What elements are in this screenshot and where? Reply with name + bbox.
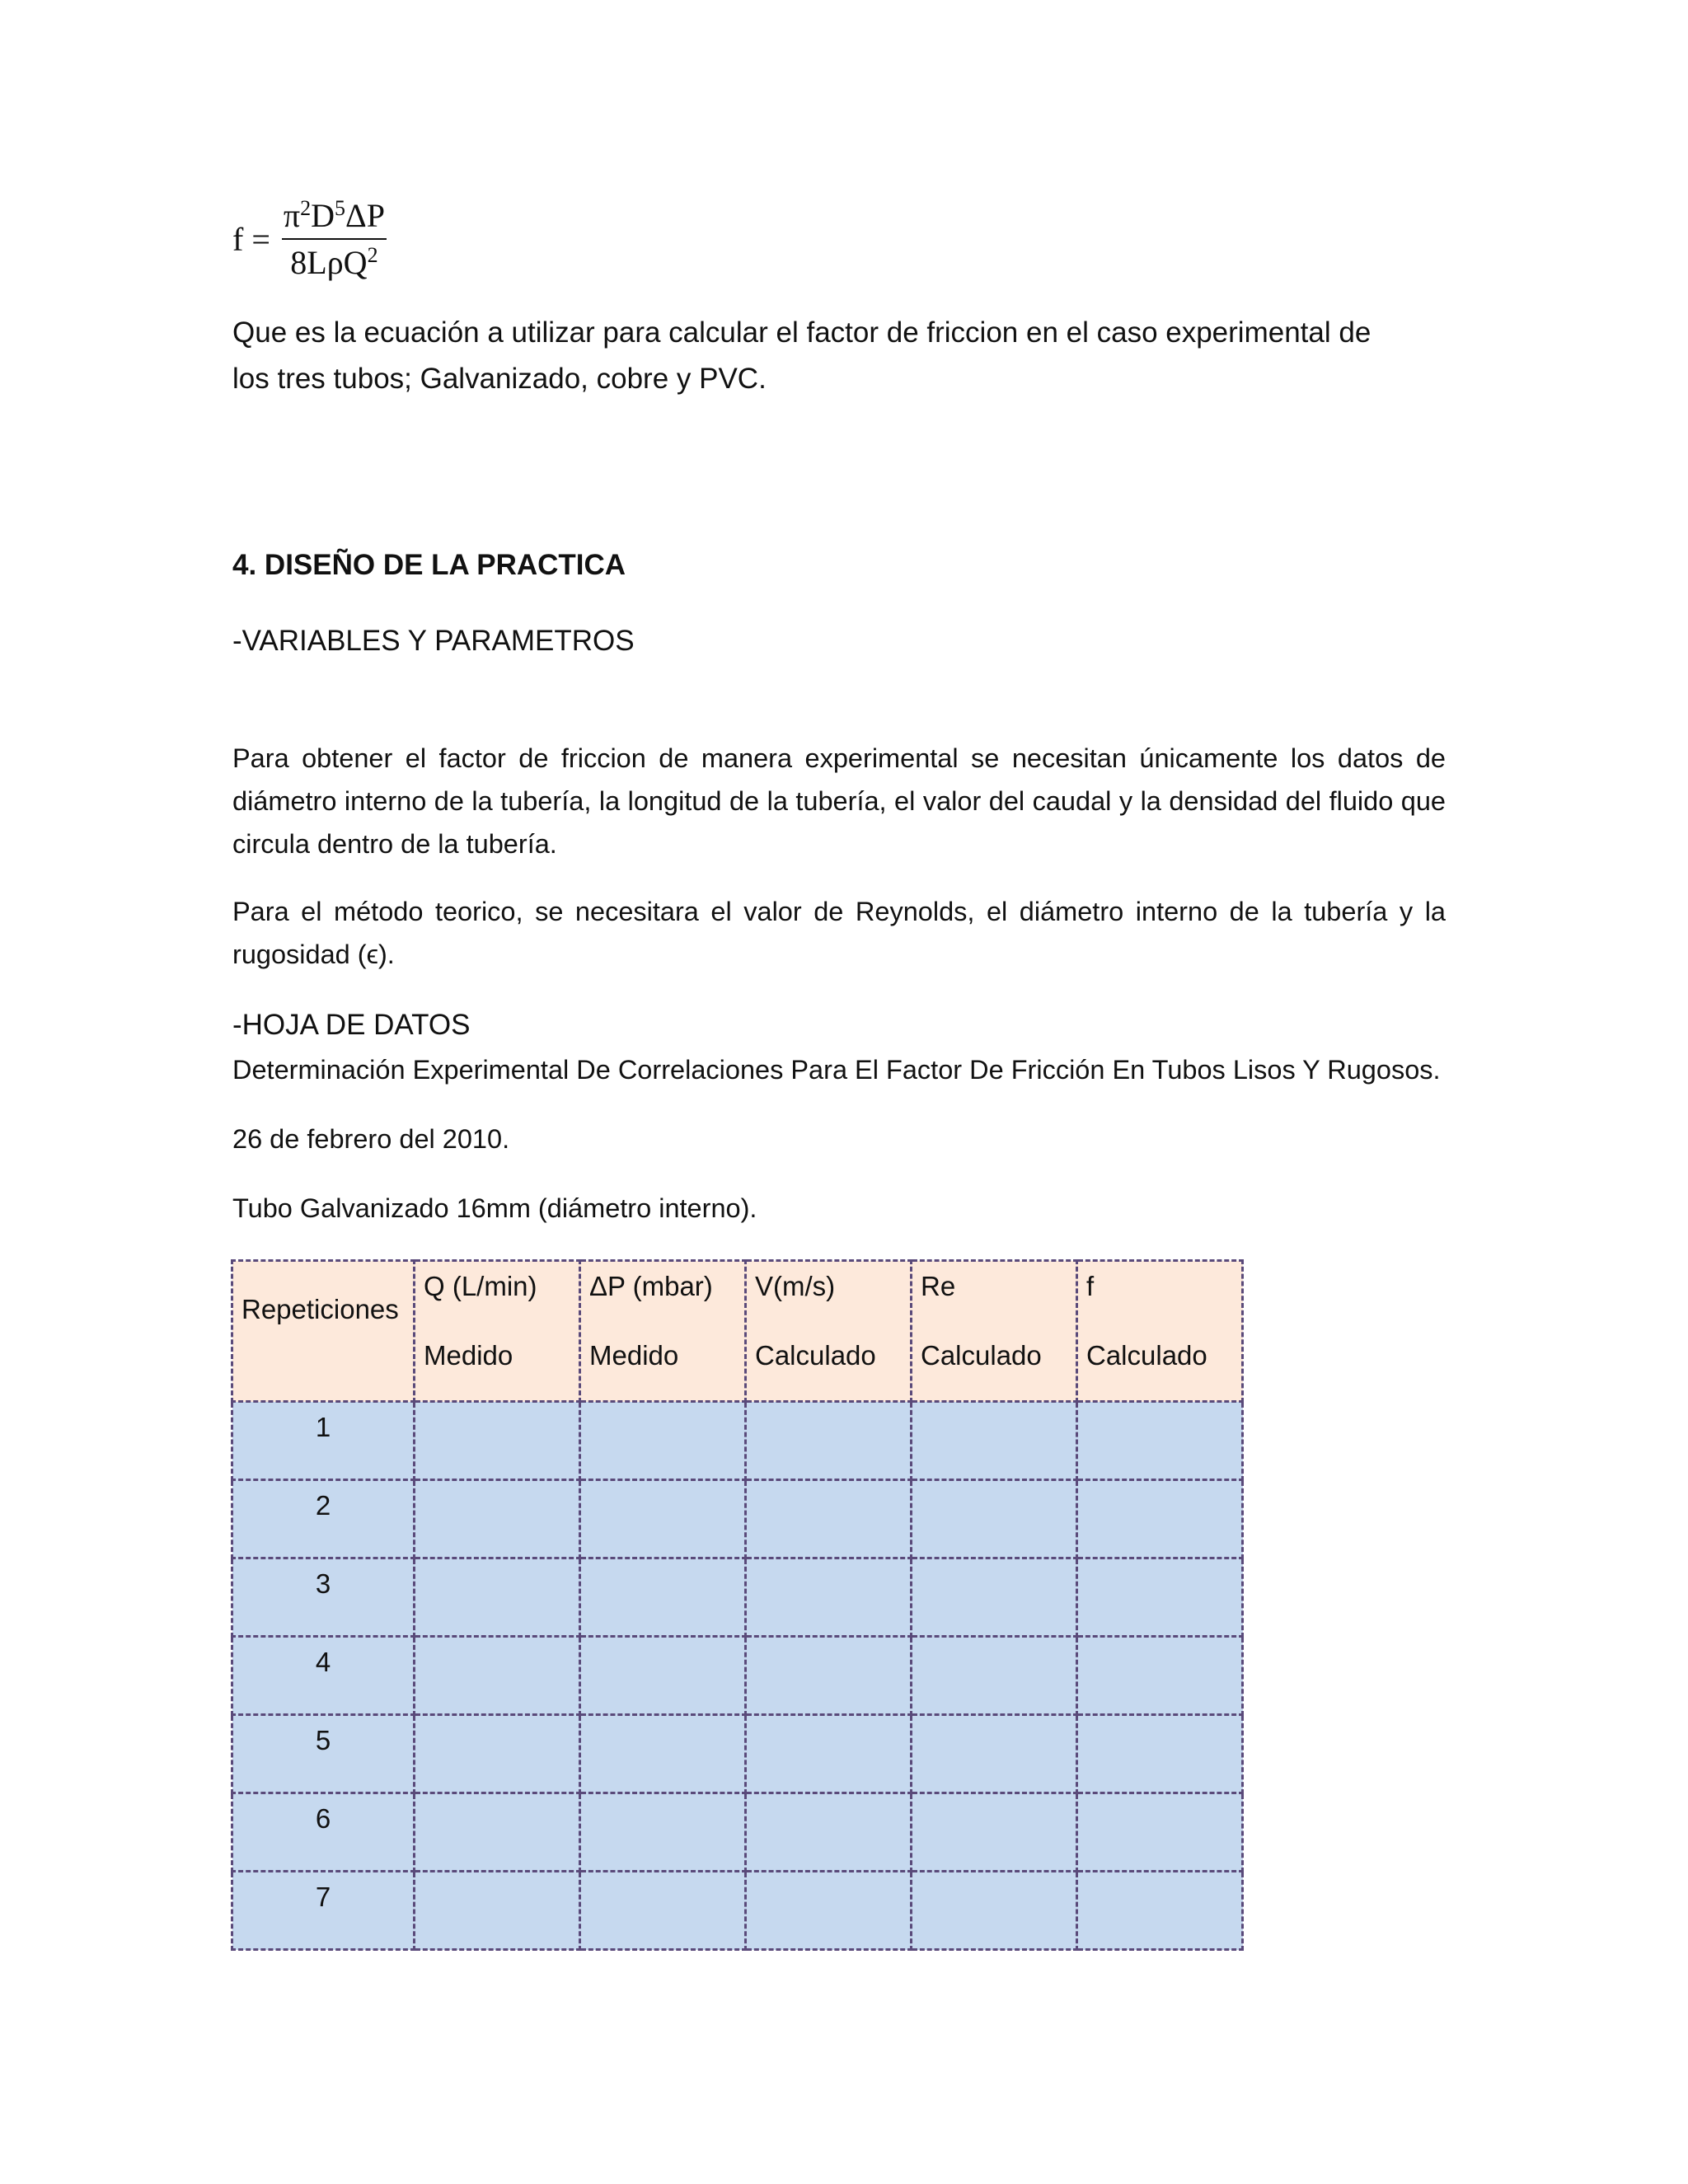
- row-number: 2: [232, 1480, 415, 1558]
- header-friction-factor: f Calculado: [1077, 1261, 1243, 1402]
- friction-factor-formula: [232, 191, 387, 287]
- tube-label: Tubo Galvanizado 16mm (diámetro interno).: [232, 1193, 757, 1223]
- formula-diameter: D: [311, 197, 335, 234]
- formula-lhs: f =: [232, 220, 270, 258]
- section-heading: 4. DISEÑO DE LA PRACTICA: [232, 549, 626, 581]
- formula-numerator: [282, 196, 387, 238]
- table-cell: [580, 1558, 746, 1637]
- variables-subheading: -VARIABLES Y PARAMETROS: [232, 625, 635, 657]
- formula-denominator: [282, 238, 386, 282]
- table-cell: [415, 1402, 580, 1480]
- table-header-row: [232, 1261, 1243, 1402]
- table-cell: [746, 1558, 912, 1637]
- data-sheet-table: [231, 1259, 1244, 1951]
- formula-denominator-exponent: 2: [367, 243, 378, 267]
- table-row: [232, 1872, 1243, 1950]
- row-number: 4: [232, 1637, 415, 1715]
- header-repeticiones: Repeticiones: [232, 1261, 415, 1402]
- table-cell: [912, 1558, 1077, 1637]
- table-cell: [580, 1402, 746, 1480]
- table-cell: [1077, 1558, 1243, 1637]
- table-cell: [912, 1480, 1077, 1558]
- table-cell: [415, 1715, 580, 1793]
- datos-subheading: -HOJA DE DATOS: [232, 1009, 471, 1041]
- table-cell: [580, 1715, 746, 1793]
- paragraph-experimental: Para obtener el factor de friccion de manera experimental se necesitan únicamente los datos de diámetro interno de la tubería, la longitud de la tubería, el valor del caudal y la densidad del fluido que circula dentro de la tubería.: [232, 743, 1446, 859]
- table-cell: [1077, 1872, 1243, 1950]
- paragraph-theoretical: Para el método teorico, se necesitara el valor de Reynolds, el diámetro interno de la tubería y la rugosidad (ϵ).: [232, 897, 1446, 969]
- table-cell: [912, 1872, 1077, 1950]
- table-cell: [415, 1637, 580, 1715]
- table-cell: [746, 1715, 912, 1793]
- table-row: [232, 1637, 1243, 1715]
- header-flow: Q (L/min) Medido: [415, 1261, 580, 1402]
- formula-fraction: [282, 196, 387, 282]
- table-cell: [580, 1480, 746, 1558]
- table-cell: [580, 1872, 746, 1950]
- formula-diameter-exponent: 5: [334, 196, 345, 220]
- table-row: [232, 1480, 1243, 1558]
- table-row: [232, 1558, 1243, 1637]
- table-cell: [1077, 1480, 1243, 1558]
- table-cell: [1077, 1637, 1243, 1715]
- table-cell: [1077, 1793, 1243, 1872]
- table-cell: [746, 1637, 912, 1715]
- table-cell: [415, 1558, 580, 1637]
- intro-line-2: los tres tubos; Galvanizado, cobre y PVC.: [232, 363, 767, 395]
- document-title: Determinación Experimental De Correlaciones Para El Factor De Fricción En Tubos Lisos Y Rugosos.: [232, 1055, 1441, 1085]
- table-cell: [912, 1402, 1077, 1480]
- table-cell: [746, 1872, 912, 1950]
- table-cell: [912, 1715, 1077, 1793]
- row-number: 1: [232, 1402, 415, 1480]
- table-cell: [580, 1793, 746, 1872]
- table-row: [232, 1402, 1243, 1480]
- table-cell: [912, 1793, 1077, 1872]
- header-pressure-drop: ΔP (mbar) Medido: [580, 1261, 746, 1402]
- table-cell: [746, 1402, 912, 1480]
- row-number: 6: [232, 1793, 415, 1872]
- row-number: 5: [232, 1715, 415, 1793]
- table-cell: [746, 1793, 912, 1872]
- formula-pressure-drop: ΔP: [345, 197, 385, 234]
- row-number: 3: [232, 1558, 415, 1637]
- formula-denominator-base: 8LρQ: [290, 244, 368, 281]
- intro-line-1: Que es la ecuación a utilizar para calcular el factor de friccion en el caso experimental de: [232, 316, 1372, 349]
- table-cell: [415, 1480, 580, 1558]
- formula-pi-exponent: 2: [300, 196, 312, 220]
- table-cell: [415, 1793, 580, 1872]
- document-date: 26 de febrero del 2010.: [232, 1124, 510, 1154]
- table-cell: [1077, 1715, 1243, 1793]
- table-cell: [1077, 1402, 1243, 1480]
- table-cell: [912, 1637, 1077, 1715]
- table-cell: [580, 1637, 746, 1715]
- header-velocity: V(m/s) Calculado: [746, 1261, 912, 1402]
- table-cell: [415, 1872, 580, 1950]
- table-cell: [746, 1480, 912, 1558]
- row-number: 7: [232, 1872, 415, 1950]
- formula-pi: π: [283, 197, 301, 234]
- header-reynolds: Re Calculado: [912, 1261, 1077, 1402]
- table-row: [232, 1715, 1243, 1793]
- table-row: [232, 1793, 1243, 1872]
